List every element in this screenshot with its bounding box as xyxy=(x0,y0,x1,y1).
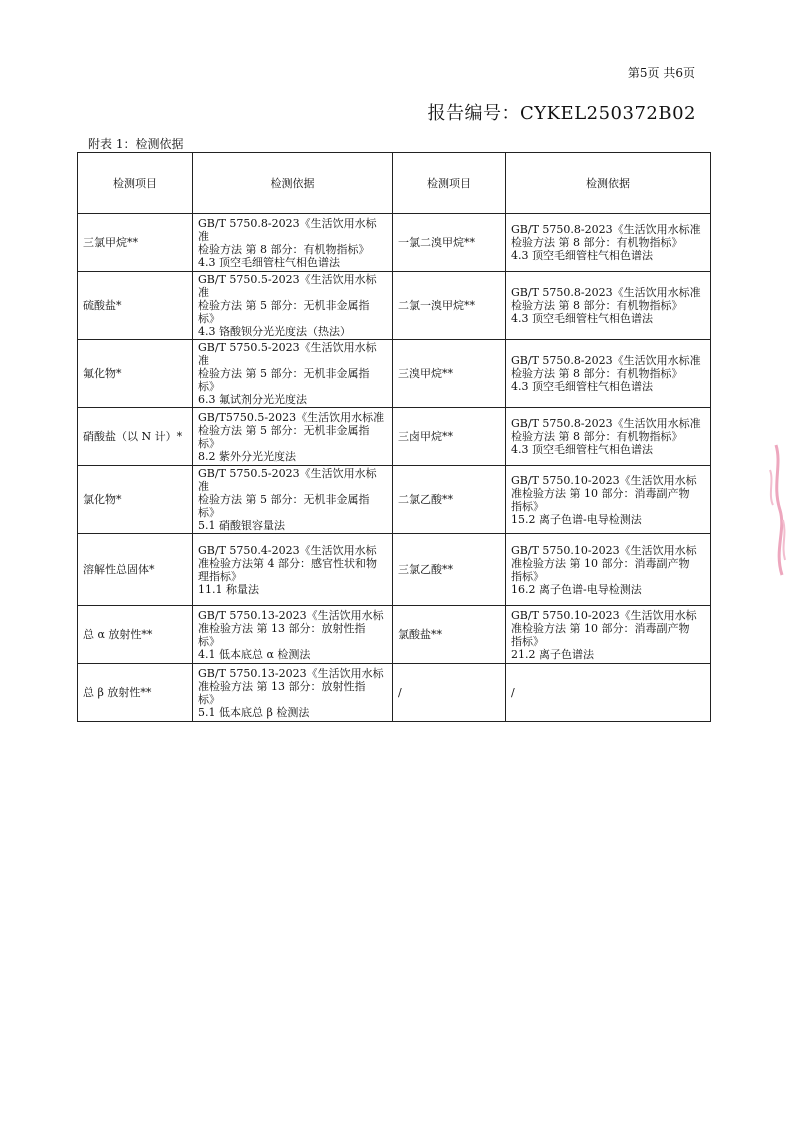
test-basis-cell xyxy=(506,408,711,466)
basis-line: 4.3 顶空毛细管柱气相色谱法 xyxy=(511,249,653,262)
basis-line: / xyxy=(511,686,515,699)
basis-line: GB/T 5750.10-2023《生活饮用水标 xyxy=(511,608,697,622)
test-item-cell: 二氯乙酸** xyxy=(393,466,506,534)
appendix-title: 附表 1：检测依据 xyxy=(88,137,184,151)
test-item-cell: 二氯一溴甲烷** xyxy=(393,272,506,340)
test-item-cell: 氟化物* xyxy=(78,340,193,408)
basis-line: 准检验方法 第 10 部分：消毒副产物 xyxy=(511,621,690,635)
header-basis-2: 检测依据 xyxy=(506,153,711,214)
basis-line: 检验方法 第 5 部分：无机非金属指 xyxy=(198,299,370,312)
basis-line: GB/T5750.5-2023《生活饮用水标准 xyxy=(198,410,385,424)
basis-line: 5.1 硝酸银容量法 xyxy=(198,519,285,532)
table-row xyxy=(78,534,711,606)
basis-line: 检验方法 第 8 部分：有机物指标》 xyxy=(511,367,683,380)
test-item-cell: 三氯乙酸** xyxy=(393,534,506,606)
test-item-cell: 三溴甲烷** xyxy=(393,340,506,408)
header-item-1: 检测项目 xyxy=(78,153,193,214)
test-basis-cell xyxy=(506,340,711,408)
test-item-cell: 总 α 放射性** xyxy=(78,606,193,664)
basis-line: 准检验方法 第 13 部分：放射性指 xyxy=(198,679,366,693)
test-basis-cell xyxy=(506,466,711,534)
test-basis-cell xyxy=(506,534,711,606)
detection-basis-table xyxy=(77,152,711,722)
table-row xyxy=(78,272,711,340)
basis-line: 指标》 xyxy=(511,499,544,513)
basis-line: 标》 xyxy=(198,506,220,519)
basis-line: 标》 xyxy=(198,634,220,648)
page-indicator: 第5页 共6页 xyxy=(627,66,695,80)
basis-line: 准检验方法第 4 部分：感官性状和物 xyxy=(198,556,377,570)
test-basis-cell xyxy=(506,272,711,340)
header-item-2: 检测项目 xyxy=(393,153,506,214)
basis-line: GB/T 5750.4-2023《生活饮用水标 xyxy=(198,543,377,557)
table-row xyxy=(78,606,711,664)
basis-line: GB/T 5750.5-2023《生活饮用水标准 xyxy=(198,341,377,367)
basis-line: GB/T 5750.8-2023《生活饮用水标准 xyxy=(511,286,701,299)
test-item-cell: 溶解性总固体* xyxy=(78,534,193,606)
basis-line: 6.3 氟试剂分光光度法 xyxy=(198,393,307,406)
basis-line: GB/T 5750.8-2023《生活饮用水标准 xyxy=(511,223,701,236)
test-item-cell: 三氯甲烷** xyxy=(78,214,193,272)
test-item-cell: 总 β 放射性** xyxy=(78,664,193,722)
basis-line: 4.3 顶空毛细管柱气相色谱法 xyxy=(198,255,340,269)
test-basis-cell xyxy=(193,214,393,272)
basis-line: GB/T 5750.8-2023《生活饮用水标准 xyxy=(198,216,377,243)
basis-line: 4.3 铬酸钡分光光度法（热法） xyxy=(198,325,351,338)
basis-line: 检验方法 第 8 部分：有机物指标》 xyxy=(511,299,683,312)
table-row xyxy=(78,408,711,466)
test-basis-cell xyxy=(193,466,393,534)
basis-line: 检验方法 第 8 部分：有机物指标》 xyxy=(198,242,370,256)
basis-line: 检验方法 第 8 部分：有机物指标》 xyxy=(511,236,683,249)
test-basis-cell xyxy=(193,534,393,606)
basis-line: 4.3 顶空毛细管柱气相色谱法 xyxy=(511,380,653,393)
basis-line: GB/T 5750.13-2023《生活饮用水标 xyxy=(198,666,384,680)
header-basis-1: 检测依据 xyxy=(193,153,393,214)
basis-line: 15.2 离子色谱-电导检测法 xyxy=(511,512,642,526)
test-basis-cell xyxy=(506,214,711,272)
basis-line: GB/T 5750.8-2023《生活饮用水标准 xyxy=(511,417,701,430)
basis-line: GB/T 5750.10-2023《生活饮用水标 xyxy=(511,543,697,557)
basis-line: 检验方法 第 5 部分：无机非金属指 xyxy=(198,493,370,506)
basis-line: 准检验方法 第 13 部分：放射性指 xyxy=(198,621,366,635)
basis-line: 21.2 离子色谱法 xyxy=(511,647,594,661)
table-header-row xyxy=(78,153,711,214)
basis-line: 5.1 低本底总 β 检测法 xyxy=(198,705,310,719)
table-row xyxy=(78,466,711,534)
basis-line: 4.3 顶空毛细管柱气相色谱法 xyxy=(511,443,653,456)
test-item-cell: / xyxy=(393,664,506,722)
test-basis-cell xyxy=(193,340,393,408)
basis-line: 8.2 紫外分光光度法 xyxy=(198,449,296,463)
basis-line: GB/T 5750.5-2023《生活饮用水标准 xyxy=(198,273,377,299)
test-item-cell: 硫酸盐* xyxy=(78,272,193,340)
basis-line: 4.3 顶空毛细管柱气相色谱法 xyxy=(511,312,653,325)
basis-line: 标》 xyxy=(198,312,220,325)
basis-line: 标》 xyxy=(198,380,220,393)
test-basis-cell xyxy=(193,664,393,722)
basis-line: 检验方法 第 5 部分：无机非金属指 xyxy=(198,367,370,380)
table-row xyxy=(78,340,711,408)
test-basis-cell xyxy=(193,606,393,664)
basis-line: 检验方法 第 8 部分：有机物指标》 xyxy=(511,430,683,443)
test-item-cell: 氯酸盐** xyxy=(393,606,506,664)
basis-line: 4.1 低本底总 α 检测法 xyxy=(198,647,311,661)
report-number: 报告编号：CYKEL250372B02 xyxy=(427,103,696,124)
basis-line: 理指标》 xyxy=(198,569,242,583)
test-basis-cell xyxy=(506,664,711,722)
basis-line: 11.1 称量法 xyxy=(198,582,259,596)
table-row xyxy=(78,214,711,272)
basis-line: GB/T 5750.8-2023《生活饮用水标准 xyxy=(511,354,701,367)
basis-line: 准检验方法 第 10 部分：消毒副产物 xyxy=(511,486,690,500)
basis-line: 标》 xyxy=(198,436,220,450)
basis-line: GB/T 5750.10-2023《生活饮用水标 xyxy=(511,473,697,487)
basis-line: 准检验方法 第 10 部分：消毒副产物 xyxy=(511,556,690,570)
test-item-cell: 三卤甲烷** xyxy=(393,408,506,466)
test-basis-cell xyxy=(193,272,393,340)
basis-line: 标》 xyxy=(198,692,220,706)
basis-line: 指标》 xyxy=(511,634,544,648)
table-row xyxy=(78,664,711,722)
test-item-cell: 一氯二溴甲烷** xyxy=(393,214,506,272)
test-item-cell: 硝酸盐（以 N 计）* xyxy=(78,408,193,466)
test-basis-cell xyxy=(193,408,393,466)
basis-line: GB/T 5750.5-2023《生活饮用水标准 xyxy=(198,467,377,493)
basis-line: GB/T 5750.13-2023《生活饮用水标 xyxy=(198,608,384,622)
test-basis-cell xyxy=(506,606,711,664)
seal-mark xyxy=(764,440,790,580)
basis-line: 16.2 离子色谱-电导检测法 xyxy=(511,582,642,596)
basis-line: 指标》 xyxy=(511,569,544,583)
test-item-cell: 氯化物* xyxy=(78,466,193,534)
basis-line: 检验方法 第 5 部分：无机非金属指 xyxy=(198,423,370,437)
